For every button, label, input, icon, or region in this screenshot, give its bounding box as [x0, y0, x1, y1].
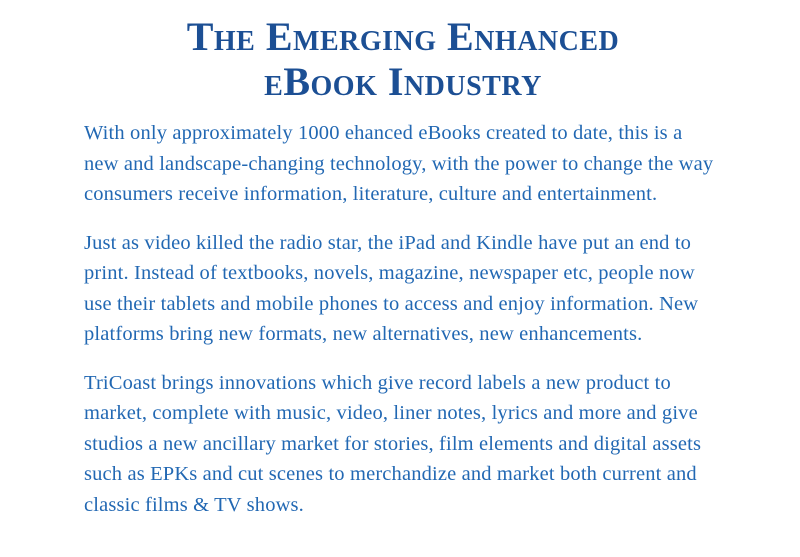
page-title-line-1: The Emerging Enhanced — [186, 14, 620, 59]
paragraph-3: TriCoast brings innovations which give record labels a new product to market, complete with music, video, liner notes, lyrics and more and give studios a new ancillary market for stories, film elements and digital assets such as EPKs and cut scenes to merchandize and market both current and classic films & TV shows. — [84, 371, 702, 516]
page-title — [84, 14, 722, 104]
page-title-line-2: eBook Industry — [264, 59, 542, 104]
paragraph-1: With only approximately 1000 ehanced eBooks created to date, this is a new and landscape-changing technology, with the power to change the way consumers receive information, literature, culture and entertainment. — [84, 122, 714, 205]
paragraph-2: Just as video killed the radio star, the iPad and Kindle have put an end to print. Instead of textbooks, novels, magazine, newspaper etc, people now use their tablets and mobile phones to access and enjoy information. New platforms bring new formats, new alternatives, new enhancements. — [84, 231, 699, 345]
